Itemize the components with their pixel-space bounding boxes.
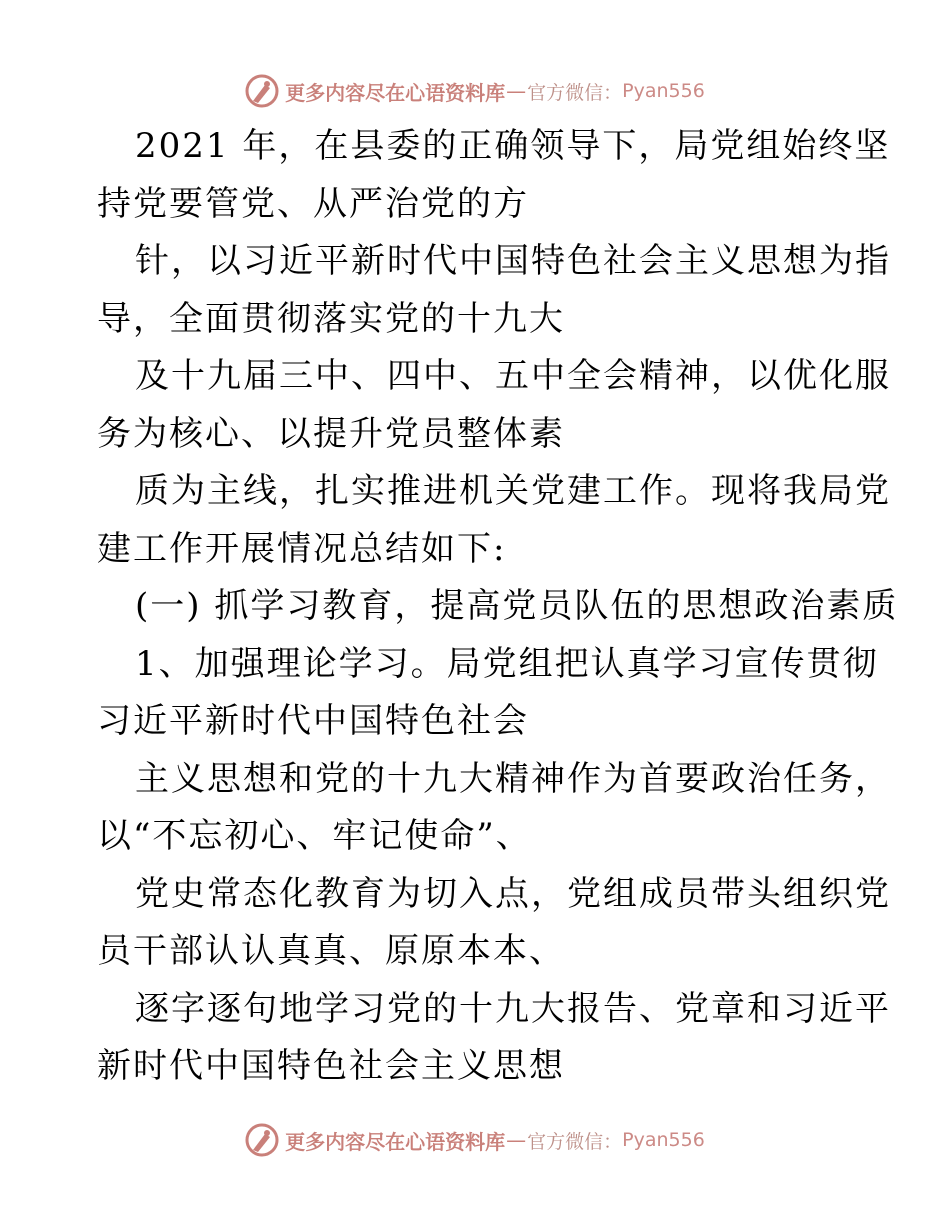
paragraph-line: 逐字逐句地学习党的十九大报告、党章和习近平 [135, 988, 891, 1029]
paragraph-line: 务为核心、以提升党员整体素 [97, 413, 565, 454]
paragraph-line: 员干部认认真真、原原本本、 [97, 931, 565, 971]
banner-wechat-id: Pyan556 [622, 80, 705, 102]
paragraph-line: 质为主线，扎实推进机关党建工作。现将我局党 [135, 471, 891, 511]
pen-nib-logo-icon [245, 74, 279, 108]
document-body [97, 118, 899, 1096]
banner-main-text: 更多内容尽在心语资料库 [285, 80, 506, 105]
banner-main-text: 更多内容尽在心语资料库 [285, 1129, 506, 1154]
banner-wechat-id: Pyan556 [622, 1129, 705, 1151]
paragraph-line: 建工作开展情况总结如下: [97, 528, 507, 569]
paragraph-line: 1、加强理论学习。局党组把认真学习宣传贯彻 [135, 643, 879, 684]
paragraph-line: 党史常态化教育为切入点，党组成员带头组织党 [135, 873, 891, 914]
paragraph-line: 主义思想和党的十九大精神作为首要政治任务， [135, 758, 891, 799]
paragraph-line: 2021 年，在县委的正确领导下，局党组始终坚 [135, 126, 891, 166]
paragraph-line: 以“不忘初心、牢记使命”、 [97, 816, 532, 856]
header-banner [0, 71, 950, 111]
pen-nib-logo-icon [245, 1123, 279, 1157]
banner-dash: — [506, 79, 527, 103]
banner-dash: — [506, 1128, 527, 1152]
banner-sub-text: 官方微信： [527, 81, 623, 104]
banner-sub-text: 官方微信： [527, 1130, 623, 1153]
paragraph-line: 习近平新时代中国特色社会 [97, 701, 529, 741]
paragraph-line: 针，以习近平新时代中国特色社会主义思想为指 [135, 241, 891, 281]
footer-banner [0, 1120, 950, 1160]
paragraph-line: 导，全面贯彻落实党的十九大 [97, 298, 565, 339]
paragraph-line: 持党要管党、从严治党的方 [97, 183, 529, 224]
section-heading: (一) 抓学习教育，提高党员队伍的思想政治素质 [135, 586, 899, 626]
paragraph-line: 新时代中国特色社会主义思想 [97, 1046, 565, 1086]
paragraph-line: 及十九届三中、四中、五中全会精神，以优化服 [135, 356, 891, 396]
